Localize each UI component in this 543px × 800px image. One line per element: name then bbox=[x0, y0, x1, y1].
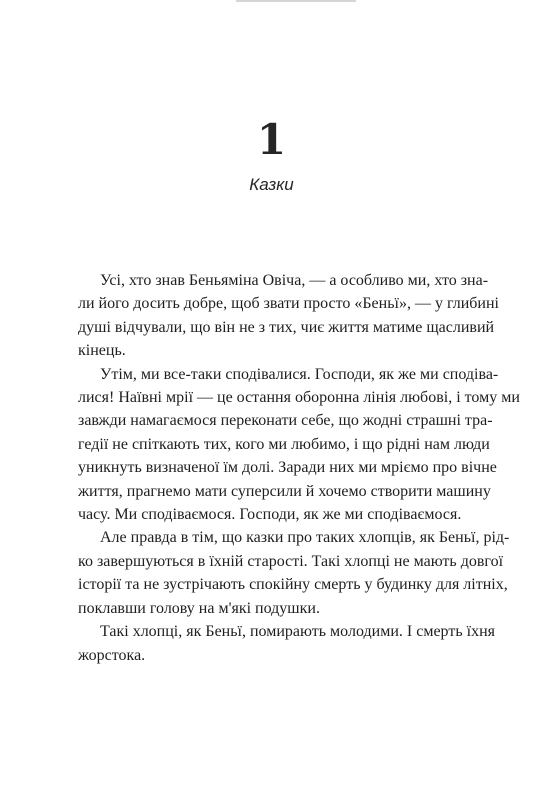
text-line: уникнуть визначеної їм долі. Заради них ми мріємо про вічне bbox=[78, 459, 497, 477]
text-line: Утім, ми все-таки сподівалися. Господи, як же ми сподіва- bbox=[100, 365, 499, 383]
text-line: Усі, хто знав Беньяміна Овіча, — а особливо ми, хто зна- bbox=[100, 272, 489, 289]
chapter-title: Казки bbox=[249, 175, 294, 194]
chapter-body bbox=[78, 269, 520, 667]
text-line: життя, прагнемо мати суперсили й хочемо створити машину bbox=[78, 482, 491, 500]
chapter-number: 1 bbox=[256, 115, 287, 164]
top-edge-rule bbox=[236, 0, 356, 2]
text-line: завжди намагаємося переконати себе, що жодні страшні тра- bbox=[78, 412, 493, 430]
text-line: ли його досить добре, щоб звати просто «Беньї», — у глибині bbox=[78, 295, 499, 313]
text-line: ко завершуються в їхній старості. Такі хлопці не мають довгої bbox=[78, 552, 504, 570]
text-line: кінець. bbox=[78, 342, 126, 360]
paragraph-1 bbox=[78, 269, 499, 363]
text-line: історії та не зустрічають спокійну смерть у будинку для літніх, bbox=[78, 576, 508, 594]
paragraph-2 bbox=[78, 363, 520, 527]
text-line: лися! Наївні мрії — це остання оборонна лінія любові, і тому ми bbox=[78, 389, 520, 407]
text-line: Такі хлопці, як Беньї, помирають молодими. І смерть їхня bbox=[100, 623, 495, 641]
text-line: поклавши голову на м'які подушки. bbox=[78, 599, 320, 617]
text-line: часу. Ми сподіваємося. Господи, як же ми сподіваємося. bbox=[78, 506, 462, 524]
text-line: душі відчували, що він не з тих, чиє життя матиме щасливий bbox=[78, 318, 495, 336]
paragraph-4 bbox=[78, 620, 495, 667]
text-line: жорстока. bbox=[78, 646, 146, 664]
text-line: гедії не спіткають тих, кого ми любимо, і що рідні нам люди bbox=[78, 435, 490, 453]
text-line: Але правда в тім, що казки про таких хлопців, як Беньї, рід- bbox=[100, 529, 510, 547]
paragraph-3 bbox=[78, 526, 510, 620]
